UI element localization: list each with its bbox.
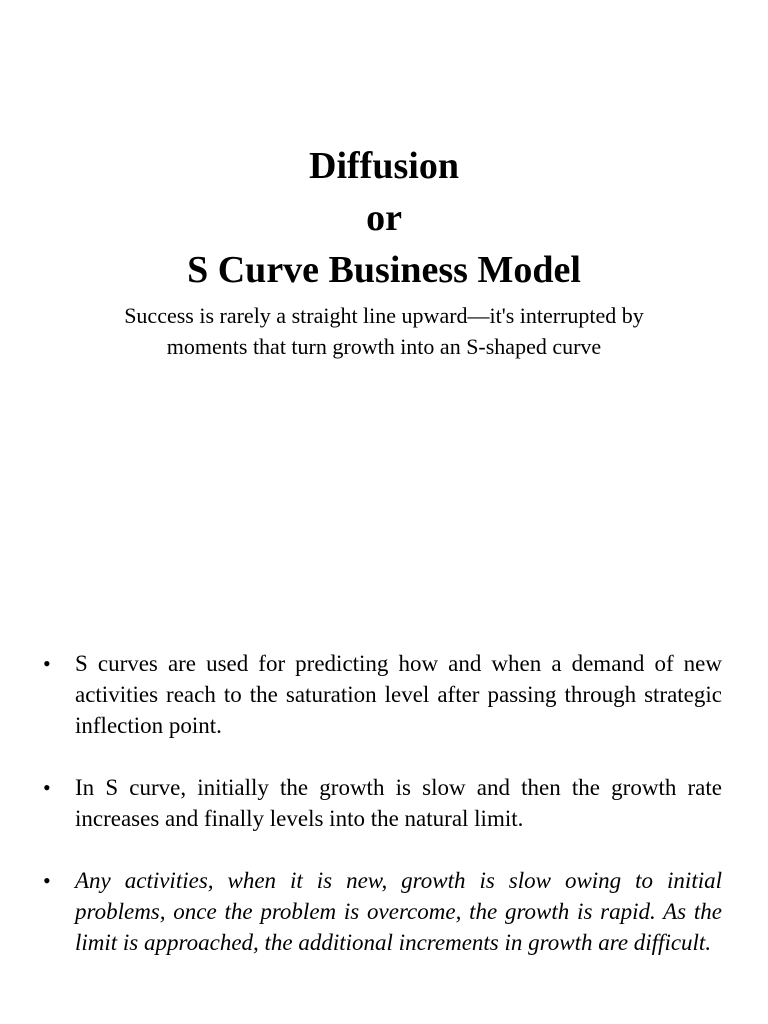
bullet-text: In S curve, initially the growth is slow and then the growth rate increases and finally levels into the natural limit. bbox=[75, 775, 722, 831]
bullet-marker: • bbox=[43, 651, 51, 676]
subtitle: Success is rarely a straight line upward—it's interrupted by moments that turn growth into an S-shaped curve bbox=[124, 303, 644, 359]
title-line-1: Diffusion bbox=[309, 145, 459, 187]
bullet-marker: • bbox=[43, 868, 51, 893]
bullet-marker: • bbox=[43, 775, 51, 800]
bullet-list bbox=[0, 648, 768, 989]
title-line-2: or bbox=[366, 197, 402, 239]
title-block bbox=[0, 140, 768, 296]
bullet-item bbox=[43, 865, 722, 958]
bullet-item bbox=[43, 772, 722, 834]
title-line-3: S Curve Business Model bbox=[187, 249, 581, 291]
bullet-text: S curves are used for predicting how and when a demand of new activities reach to the saturation level after passing through strategic inflection point. bbox=[75, 651, 722, 738]
bullet-text: Any activities, when it is new, growth is slow owing to initial problems, once the problem is overcome, the growth is rapid. As the limit is approached, the additional increments in growth are difficult. bbox=[75, 868, 722, 955]
bullet-item bbox=[43, 648, 722, 741]
